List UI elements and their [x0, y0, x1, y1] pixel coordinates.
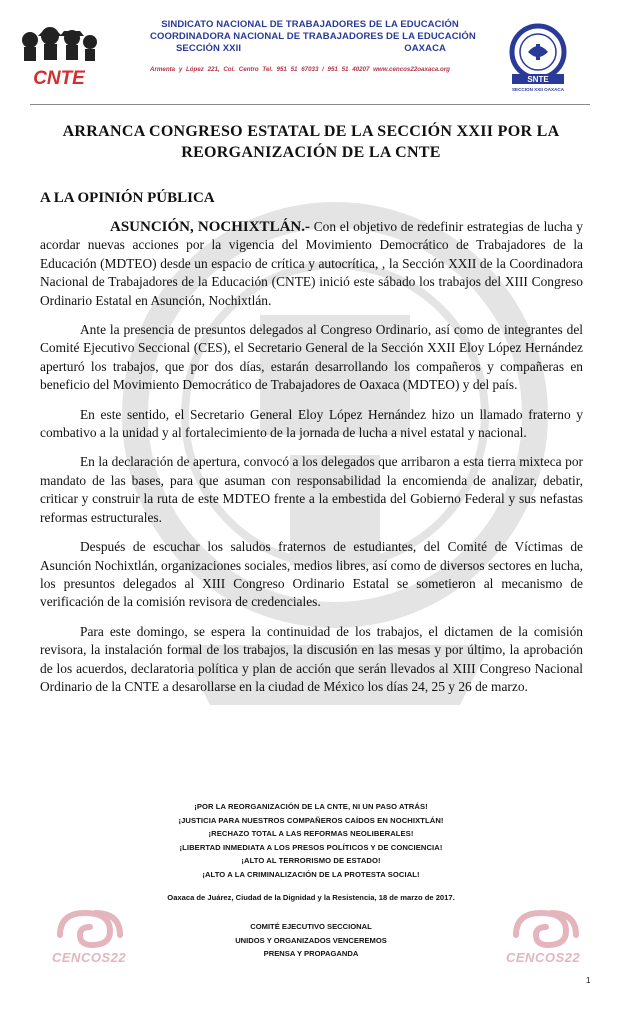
signature-block: [160, 920, 462, 961]
slogan: ¡JUSTICIA PARA NUESTROS COMPAÑEROS CAÍDOS EN NOCHIXTLÁN!: [178, 815, 444, 825]
svg-text:SECCION XXII OAXACA: SECCION XXII OAXACA: [511, 87, 565, 92]
slogan: ¡LIBERTAD INMEDIATA A LOS PRESOS POLÍTICOS Y DE CONCIENCIA!: [179, 842, 443, 852]
slogan: ¡ALTO A LA CRIMINALIZACIÓN DE LA PROTESTA SOCIAL!: [202, 869, 420, 879]
paragraph-2: Ante la presencia de presuntos delegados al Congreso Ordinario, así como de integrantes del Comité Ejecutivo Seccional (CES), el Secretario General de la Sección XXII Eloy López Hernández aperturó los trabajos, que por dos días, estarán desarrollando los compañeros y compañeras en beneficio del Movimiento Democrático de Trabajadores de Oaxaca (MDTEO) y del país.: [40, 322, 583, 393]
paragraph-5: Después de escuchar los saludos fraternos de estudiantes, del Comité de Víctimas de Asunción Nochixtlán, organizaciones sociales, medios libres, así como de diversos sectores en lucha, los presuntos delegados al XIII Congreso Ordinario Estatal se sometieron al mecanismo de verificación de la comisión revisora de credenciales.: [40, 539, 583, 610]
section-line: [150, 43, 470, 55]
cnte-logo-icon: [14, 22, 104, 90]
snte-logo-icon: [500, 22, 576, 94]
union-name: SINDICATO NACIONAL DE TRABAJADORES DE LA EDUCACIÓN: [161, 19, 459, 30]
cencos-logo-label: CENCOS22: [52, 950, 127, 965]
body-text: [40, 218, 583, 707]
signature-line: COMITÉ EJECUTIVO SECCIONAL: [250, 922, 372, 931]
coordinator-name: COORDINADORA NACIONAL DE TRABAJADORES DE LA EDUCACIÓN: [150, 31, 476, 42]
header-organization: [150, 19, 476, 55]
slogan: ¡ALTO AL TERRORISMO DE ESTADO!: [241, 856, 381, 865]
state-label: OAXACA: [404, 43, 446, 54]
header-address: Armenta y López 221, Col. Centro Tel. 951 51 67033 / 951 51 40207 www.cencos22oaxaca.org: [150, 66, 450, 73]
section-label: SECCIÓN XXII: [176, 43, 242, 54]
slogan: ¡RECHAZO TOTAL A LAS REFORMAS NEOLIBERALES!: [208, 829, 414, 838]
slogans: [150, 800, 472, 881]
cencos-logo-label: CENCOS22: [506, 950, 581, 965]
paragraph-3: En este sentido, el Secretario General Eloy López Hernández hizo un llamado fraterno y combativo a la unidad y al fortalecimiento de la jornada de lucha a nivel estatal y nacional.: [40, 406, 583, 441]
slogan: ¡POR LA REORGANIZACIÓN DE LA CNTE, NI UN PASO ATRÁS!: [194, 802, 428, 811]
place-date: Oaxaca de Juárez, Ciudad de la Dignidad y la Resistencia, 18 de marzo de 2017.: [167, 893, 455, 902]
header-divider: [30, 104, 590, 105]
paragraph-1-text: Con el objetivo de redefinir estrategias de lucha y acordar nuevas acciones por la vigencia del Movimiento Democrático de Trabajadores de la Educación (MDTEO) desde un espacio de crítica y autocrítica, , la Sección XXII de la Coordinadora Nacional de Trabajadores de la Educación (CNTE) inició este sábado los trabajos del XIII Congreso Ordinario Estatal en Asunción, Nochixtlán.: [40, 219, 583, 308]
paragraph-4: En la declaración de apertura, convocó a los delegados que arribaron a esta tierra mixteca por mandato de las bases, para que asuman con responsabilidad la encomienda de analizar, debatir, criticar y construir la ruta de este MDTEO frente a la embestida del Gobierno Federal y sus nefastas reformas estructurales.: [40, 454, 583, 525]
dateline: ASUNCIÓN, NOCHIXTLÁN.-: [110, 219, 310, 235]
signature-line: UNIDOS Y ORGANIZADOS VENCEREMOS: [235, 935, 387, 945]
document-title: ARRANCA CONGRESO ESTATAL DE LA SECCIÓN XXII POR LA REORGANIZACIÓN DE LA CNTE: [62, 123, 560, 161]
svg-text:SNTE: SNTE: [527, 75, 549, 84]
salutation: A LA OPINIÓN PÚBLICA: [40, 190, 215, 206]
signature-line: PRENSA Y PROPAGANDA: [263, 949, 359, 958]
paragraph-1: [40, 218, 583, 310]
svg-text:CNTE: CNTE: [33, 68, 85, 89]
page-number: 1: [586, 976, 591, 985]
paragraph-6: Para este domingo, se espera la continuidad de los trabajos, el dictamen de la comisión revisora, la instalación formal de los trabajos, la discusión en las mesas y por último, la aprobación de los acuerdos, declaratoria política y plan de acción que serán llevados al XIII Congreso Nacional Ordinario de la CNTE a desarollarse en la ciudad de México los días 24, 25 y 26 de marzo.: [40, 623, 583, 694]
